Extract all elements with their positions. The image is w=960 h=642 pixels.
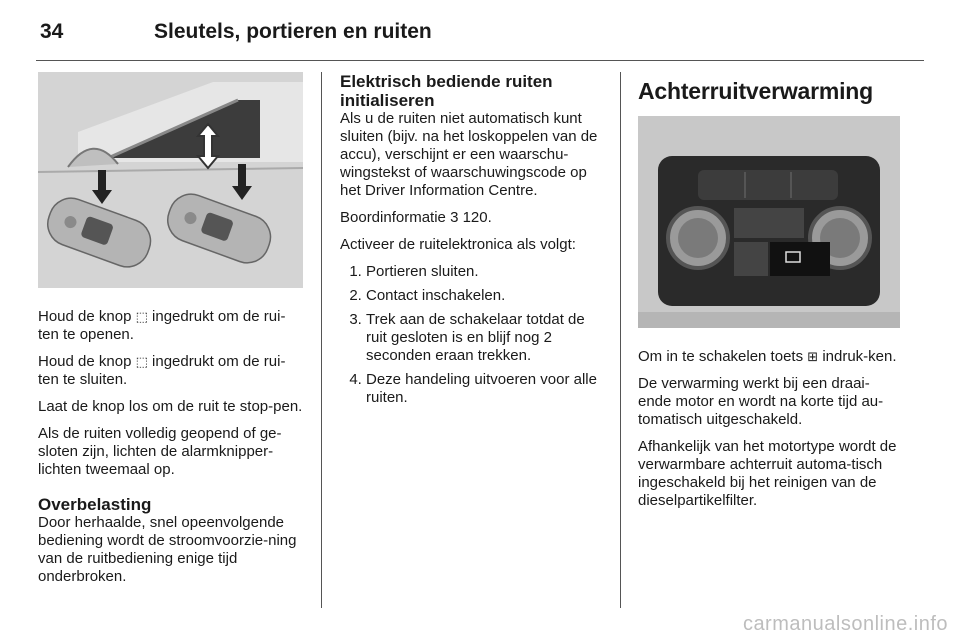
list-item: 4. Deze handeling uitvoeren voor alle ruiten. (366, 371, 606, 407)
text: 120. (458, 209, 492, 226)
paragraph: Activeer de ruitelektronica als volgt: (340, 236, 576, 253)
section-heading: Achterruitverwarming (638, 78, 874, 104)
column-3 (638, 72, 902, 519)
list-item: 3. Trek aan de schakelaar totdat de ruit gesloten is en blijf nog 2 seconden eraan trekken. (366, 311, 606, 365)
window-close-icon: ⬚ (135, 354, 148, 369)
section-heading: Elektrisch bediende ruiten initialiseren (340, 72, 553, 110)
text: ingedrukt om de rui-ten te sluiten. (38, 353, 286, 388)
page-header (36, 14, 924, 50)
text: ingedrukt om de rui-ten te openen. (38, 308, 286, 343)
list-item: 1. Portieren sluiten. (366, 263, 606, 281)
text: Houd de knop (38, 308, 136, 325)
column-1 (38, 72, 306, 595)
climate-control-panel-illustration (638, 116, 900, 328)
page-title: Sleutels, portieren en ruiten (154, 20, 432, 43)
paragraph: De verwarming werkt bij een draai-ende motor en wordt na korte tijd au-tomatisch uitgeschakeld. (638, 375, 884, 428)
section-heading: Overbelasting (38, 495, 152, 514)
header-divider (36, 60, 924, 61)
steps-list (340, 263, 606, 407)
page-number: 34 (40, 20, 64, 43)
text: Houd de knop (38, 353, 136, 370)
car-window-key-illustration (38, 72, 303, 288)
column-divider-1 (321, 72, 322, 608)
text: Boordinformatie (340, 209, 451, 226)
paragraph: Als u de ruiten niet automatisch kunt sluiten (bijv. na het loskoppelen van de accu), verschijnt er een waarschu-wingstekst of waarschuwingscode op het Driver Information Centre. (340, 110, 598, 199)
column-divider-2 (620, 72, 621, 608)
text: indruk-ken. (818, 348, 897, 365)
watermark: carmanualsonline.info (742, 613, 948, 635)
list-item: 2. Contact inschakelen. (366, 287, 606, 305)
page-ref-arrow-icon: 3 (450, 209, 459, 226)
paragraph: Afhankelijk van het motortype wordt de verwarmbare achterruit automa-tisch ingeschakeld bij het reinigen van de dieselpartikelfilter. (638, 438, 897, 509)
paragraph: Door herhaalde, snel opeenvolgende bediening wordt de stroomvoorzie-ning van de ruitbediening enige tijd onderbroken. (38, 514, 297, 585)
rear-window-heater-icon: ⊞ (807, 349, 819, 364)
paragraph: Als de ruiten volledig geopend of ge-sloten zijn, lichten de alarmknipper-lichten tweemaal op. (38, 425, 282, 478)
paragraph: Laat de knop los om de ruit te stop-pen. (38, 398, 303, 415)
text: Om in te schakelen toets (638, 348, 808, 365)
window-open-icon: ⬚ (135, 309, 148, 324)
column-2 (340, 72, 606, 413)
